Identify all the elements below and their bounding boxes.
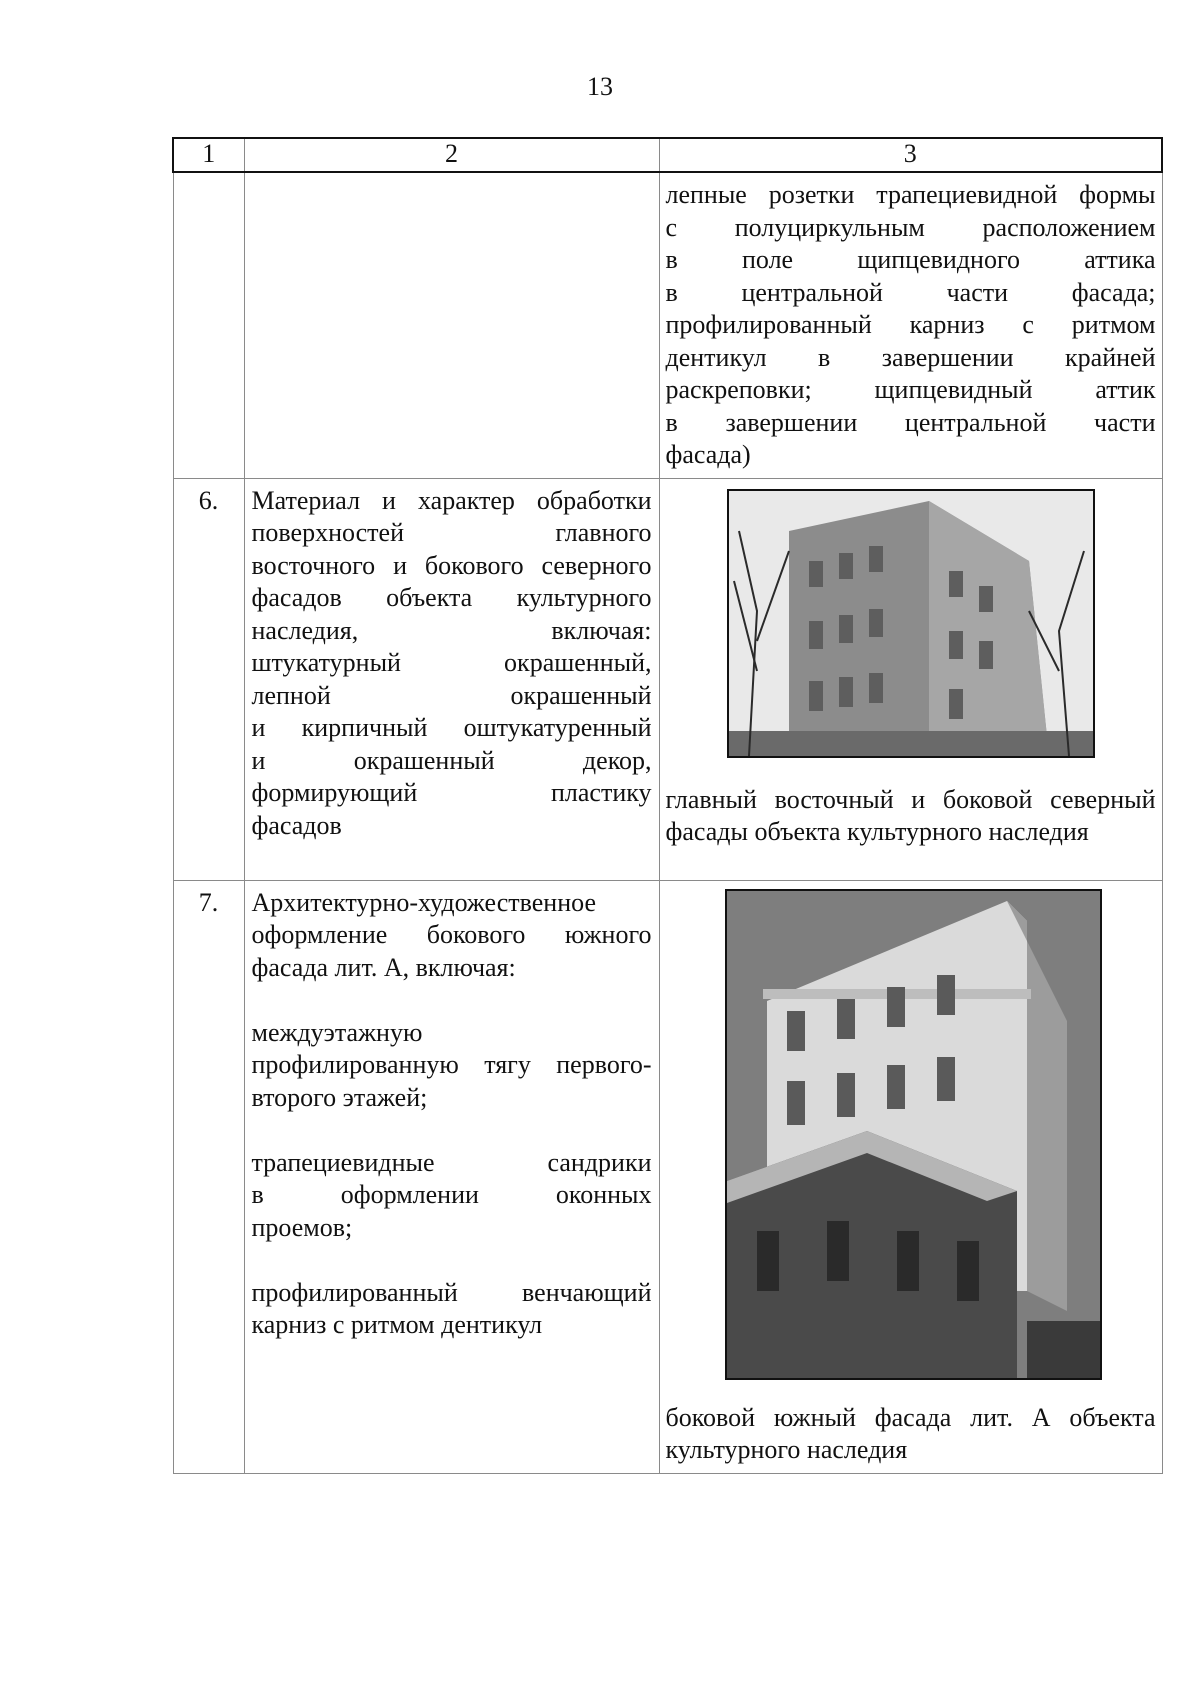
text-line: в поле щипцевидного аттика [665, 245, 1156, 274]
text-line: междуэтажную [251, 1017, 423, 1047]
text-line: трапециевидные сандрики [251, 1147, 652, 1177]
building-photo-illustration [729, 491, 1093, 756]
text-line: оформление бокового южного [251, 920, 652, 949]
text-line: профилированный венчающий [251, 1277, 652, 1307]
text-line: наследия, включая: [251, 615, 652, 645]
text-line: и кирпичный оштукатуренный [251, 713, 652, 742]
east-north-facade-photo [727, 489, 1095, 758]
text-line: раскреповки; щипцевидный аттик [665, 375, 1156, 404]
text-line: фасадов объекта культурного [251, 583, 652, 612]
table-row-6 [173, 478, 1162, 880]
text-line: фасада лит. А, включая: [251, 952, 516, 982]
photo-caption: фасады объекта культурного наследия [665, 817, 1089, 846]
text-line: восточного и бокового северного [251, 550, 652, 580]
south-facade-photo [725, 889, 1102, 1380]
column-header-2: 2 [244, 138, 659, 172]
details-cell [659, 478, 1162, 880]
text-line: карниз с ритмом дентикул [251, 1310, 543, 1339]
text-line: второго этажей; [251, 1082, 428, 1112]
table-row-continuation [173, 172, 1162, 478]
text-line: профилированную тягу первого- [251, 1050, 652, 1079]
text-line: формирующий пластику [251, 778, 652, 807]
photo-caption: главный восточный и боковой северный [665, 784, 1156, 814]
text-line: в центральной части фасада; [665, 277, 1156, 307]
text-line: штукатурный окрашенный, [251, 648, 652, 677]
text-line: дентикул в завершении крайней [665, 342, 1156, 372]
column-header-3: 3 [659, 138, 1162, 172]
building-photo-illustration [727, 891, 1100, 1378]
text-line: профилированный карниз с ритмом [665, 310, 1156, 339]
monument-description-table [172, 137, 1163, 1474]
row-number-cell [173, 172, 244, 478]
description-cell [244, 478, 659, 880]
photo-caption: культурного наследия [665, 1435, 908, 1464]
photo-caption: боковой южный фасада лит. А объекта [665, 1402, 1156, 1432]
text-line: в оформлении оконных [251, 1180, 652, 1209]
text-line: Материал и характер обработки [251, 485, 652, 515]
text-line: лепные розетки трапециевидной формы [665, 180, 1156, 209]
details-cell [659, 172, 1162, 478]
text-line: фасадов [251, 810, 342, 840]
text-line: фасада) [665, 440, 751, 469]
text-line: с полуциркульным расположением [665, 212, 1156, 242]
text-line: проемов; [251, 1212, 353, 1242]
description-cell [244, 880, 659, 1473]
text-line: в завершении центральной части [665, 407, 1156, 437]
row-number: 7. [173, 880, 244, 1473]
table-row-7 [173, 880, 1162, 1473]
text-line: Архитектурно-художественное [251, 887, 596, 917]
row-number: 6. [173, 478, 244, 880]
page-number: 13 [587, 72, 613, 101]
table-header-row [173, 138, 1162, 172]
description-cell [244, 172, 659, 478]
column-header-1: 1 [173, 138, 244, 172]
text-line: лепной окрашенный [251, 680, 652, 710]
details-cell [659, 880, 1162, 1473]
text-line: и окрашенный декор, [251, 745, 652, 775]
text-line: поверхностей главного [251, 518, 652, 547]
